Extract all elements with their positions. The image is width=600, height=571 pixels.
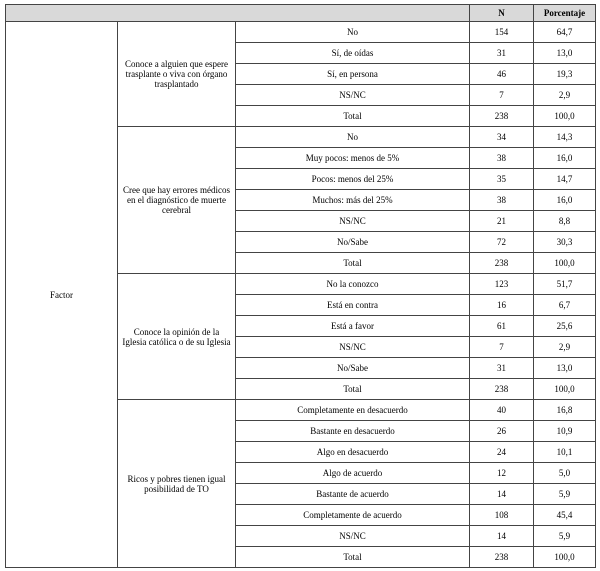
count-cell: 61 <box>470 316 534 337</box>
answer-option: No la conozco <box>236 274 470 295</box>
count-cell: 72 <box>470 232 534 253</box>
header-row <box>6 5 596 22</box>
percentage-cell: 100,0 <box>534 253 596 274</box>
count-cell: 38 <box>470 148 534 169</box>
count-cell: 24 <box>470 442 534 463</box>
percentage-cell: 5,0 <box>534 463 596 484</box>
percentage-cell: 2,9 <box>534 337 596 358</box>
percentage-cell: 13,0 <box>534 43 596 64</box>
count-cell: 31 <box>470 358 534 379</box>
question-label: Conoce la opinión de la Iglesia católica o de su Iglesia <box>118 274 236 400</box>
percentage-cell: 8,8 <box>534 211 596 232</box>
percentage-cell: 25,6 <box>534 316 596 337</box>
answer-option: Está en contra <box>236 295 470 316</box>
percentage-cell: 100,0 <box>534 547 596 568</box>
percentage-cell: 13,0 <box>534 358 596 379</box>
count-cell: 26 <box>470 421 534 442</box>
answer-option: Algo en desacuerdo <box>236 442 470 463</box>
count-cell: 21 <box>470 211 534 232</box>
answer-option: Muy pocos: menos de 5% <box>236 148 470 169</box>
question-label: Conoce a alguien que espere trasplante o viva con órgano trasplantado <box>118 22 236 127</box>
question-label: Ricos y pobres tienen igual posibilidad de TO <box>118 400 236 568</box>
count-cell: 31 <box>470 43 534 64</box>
answer-option: Está a favor <box>236 316 470 337</box>
percentage-cell: 14,7 <box>534 169 596 190</box>
count-cell: 34 <box>470 127 534 148</box>
survey-table <box>5 4 596 568</box>
answer-option: No <box>236 127 470 148</box>
count-cell: 7 <box>470 337 534 358</box>
answer-option: Completamente de acuerdo <box>236 505 470 526</box>
answer-option: Total <box>236 379 470 400</box>
count-cell: 12 <box>470 463 534 484</box>
factor-label: Factor <box>6 22 118 568</box>
count-cell: 238 <box>470 253 534 274</box>
percentage-cell: 30,3 <box>534 232 596 253</box>
count-cell: 40 <box>470 400 534 421</box>
percentage-cell: 14,3 <box>534 127 596 148</box>
count-cell: 38 <box>470 190 534 211</box>
header-n: N <box>470 5 534 22</box>
count-cell: 46 <box>470 64 534 85</box>
answer-option: Completamente en desacuerdo <box>236 400 470 421</box>
answer-option: Pocos: menos del 25% <box>236 169 470 190</box>
count-cell: 7 <box>470 85 534 106</box>
answer-option: Algo de acuerdo <box>236 463 470 484</box>
count-cell: 123 <box>470 274 534 295</box>
answer-option: Bastante en desacuerdo <box>236 421 470 442</box>
question-label: Cree que hay errores médicos en el diagnóstico de muerte cerebral <box>118 127 236 274</box>
header-blank-cell <box>6 5 470 22</box>
count-cell: 238 <box>470 547 534 568</box>
answer-option: No/Sabe <box>236 358 470 379</box>
percentage-cell: 16,0 <box>534 190 596 211</box>
answer-option: Total <box>236 547 470 568</box>
count-cell: 154 <box>470 22 534 43</box>
answer-option: Total <box>236 106 470 127</box>
count-cell: 238 <box>470 106 534 127</box>
count-cell: 14 <box>470 526 534 547</box>
data-table-container <box>5 4 596 568</box>
count-cell: 14 <box>470 484 534 505</box>
answer-option: Muchos: más del 25% <box>236 190 470 211</box>
percentage-cell: 100,0 <box>534 379 596 400</box>
percentage-cell: 2,9 <box>534 85 596 106</box>
percentage-cell: 100,0 <box>534 106 596 127</box>
answer-option: NS/NC <box>236 211 470 232</box>
answer-option: NS/NC <box>236 337 470 358</box>
answer-option: Total <box>236 253 470 274</box>
answer-option: Sí, de oídas <box>236 43 470 64</box>
percentage-cell: 5,9 <box>534 526 596 547</box>
answer-option: NS/NC <box>236 526 470 547</box>
count-cell: 108 <box>470 505 534 526</box>
count-cell: 16 <box>470 295 534 316</box>
percentage-cell: 64,7 <box>534 22 596 43</box>
percentage-cell: 51,7 <box>534 274 596 295</box>
answer-option: No/Sabe <box>236 232 470 253</box>
answer-option: Sí, en persona <box>236 64 470 85</box>
table-body <box>6 22 596 568</box>
percentage-cell: 45,4 <box>534 505 596 526</box>
table-row <box>6 22 596 43</box>
answer-option: Bastante de acuerdo <box>236 484 470 505</box>
count-cell: 35 <box>470 169 534 190</box>
percentage-cell: 16,8 <box>534 400 596 421</box>
percentage-cell: 6,7 <box>534 295 596 316</box>
count-cell: 238 <box>470 379 534 400</box>
percentage-cell: 5,9 <box>534 484 596 505</box>
answer-option: No <box>236 22 470 43</box>
percentage-cell: 16,0 <box>534 148 596 169</box>
header-percentage: Porcentaje <box>534 5 596 22</box>
percentage-cell: 10,1 <box>534 442 596 463</box>
percentage-cell: 10,9 <box>534 421 596 442</box>
answer-option: NS/NC <box>236 85 470 106</box>
percentage-cell: 19,3 <box>534 64 596 85</box>
